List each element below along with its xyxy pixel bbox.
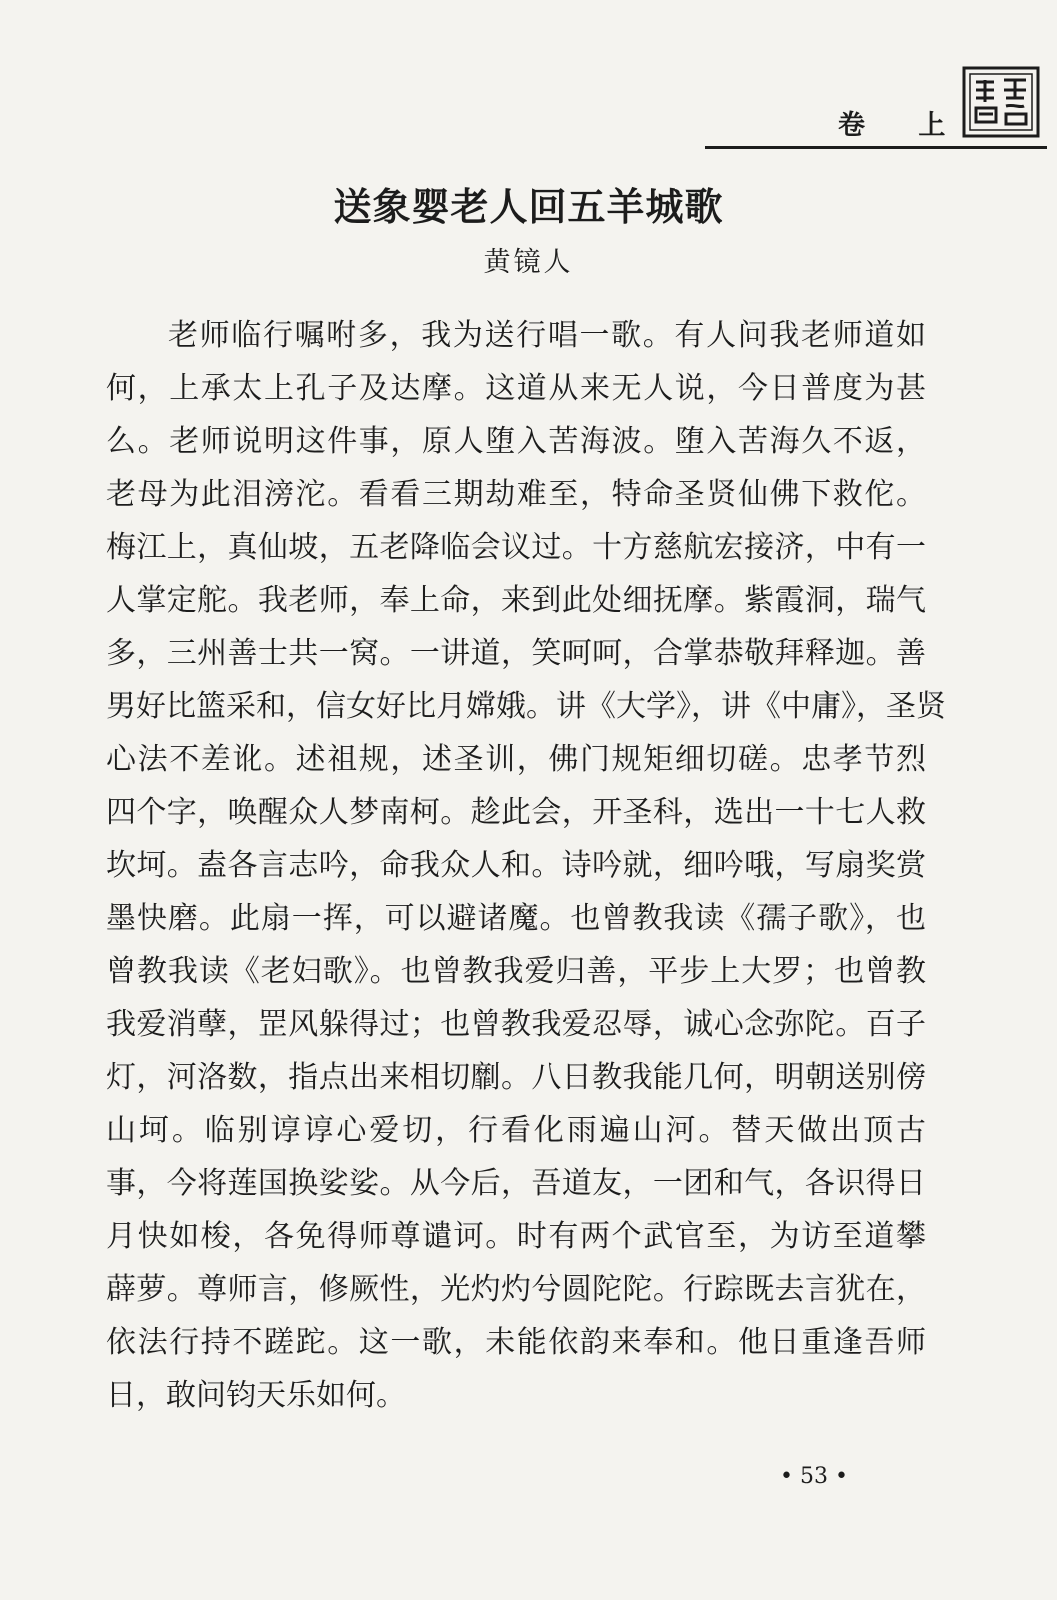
body-line: 薜萝。尊师言，修厥性，光灼灼兮圆陀陀。行踪既去言犹在， (106, 1272, 926, 1307)
body-line: 么。老师说明这件事，原人堕入苦海波。堕入苦海久不返， (106, 424, 926, 459)
body-line: 山坷。临别谆谆心爱切，行看化雨遍山河。替天做出顶古 (106, 1113, 926, 1148)
body-line: 何，上承太上孔子及达摩。这道从来无人说，今日普度为甚 (106, 371, 926, 406)
header-rule (705, 146, 1047, 149)
body-line: 事，今将莲国换娑娑。从今后，吾道友，一团和气，各识得日 (106, 1166, 926, 1201)
body-line: 灯，河洛数，指点出来相切劘。八日教我能几何，明朝送别傍 (106, 1060, 926, 1095)
body-line: 月快如梭，各免得师尊谴诃。时有两个武官至，为访至道攀 (106, 1219, 926, 1254)
body-line: 墨快磨。此扇一挥，可以避诸魔。也曾教我读《孺子歌》，也 (106, 901, 926, 936)
body-line: 我爱消孽，罡风躲得过；也曾教我爱忍辱，诚心念弥陀。百子 (106, 1007, 926, 1042)
poem-title: 送象婴老人回五羊城歌 (333, 185, 724, 229)
body-line: 坎坷。盍各言志吟，命我众人和。诗吟就，细吟哦，写扇奖赏 (106, 848, 926, 883)
seal-stamp-icon (962, 66, 1040, 138)
body-line: 老师临行嘱咐多，我为送行唱一歌。有人问我老师道如 (168, 318, 926, 353)
body-line: 依法行持不蹉跎。这一歌，未能依韵来奉和。他日重逢吾师 (106, 1325, 926, 1360)
page-number: • 53 • (780, 1464, 848, 1489)
body-line: 四个字，唤醒众人梦南柯。趁此会，开圣科，选出一十七人救 (106, 795, 926, 830)
body-line: 男好比篮采和，信女好比月嫦娥。讲《大学》，讲《中庸》，圣贤 (106, 689, 946, 724)
body-line: 多，三州善士共一窝。一讲道，笑呵呵，合掌恭敬拜释迦。善 (106, 636, 926, 671)
body-line: 日，敢问钧天乐如何。 (106, 1378, 406, 1413)
body-line: 心法不差讹。述祖规，述圣训，佛门规矩细切磋。忠孝节烈 (106, 742, 926, 777)
body-line: 梅江上，真仙坡，五老降临会议过。十方慈航宏接济，中有一 (106, 530, 926, 565)
poem-author: 黄镜人 (483, 247, 574, 278)
body-line: 曾教我读《老妇歌》。也曾教我爱归善，平步上大罗；也曾教 (106, 954, 926, 989)
section-header-label: 卷 上 (838, 110, 968, 141)
body-line: 老母为此泪滂沱。看看三期劫难至，特命圣贤仙佛下救佗。 (106, 477, 926, 512)
body-line: 人掌定舵。我老师，奉上命，来到此处细抚摩。紫霞洞，瑞气 (106, 583, 926, 618)
